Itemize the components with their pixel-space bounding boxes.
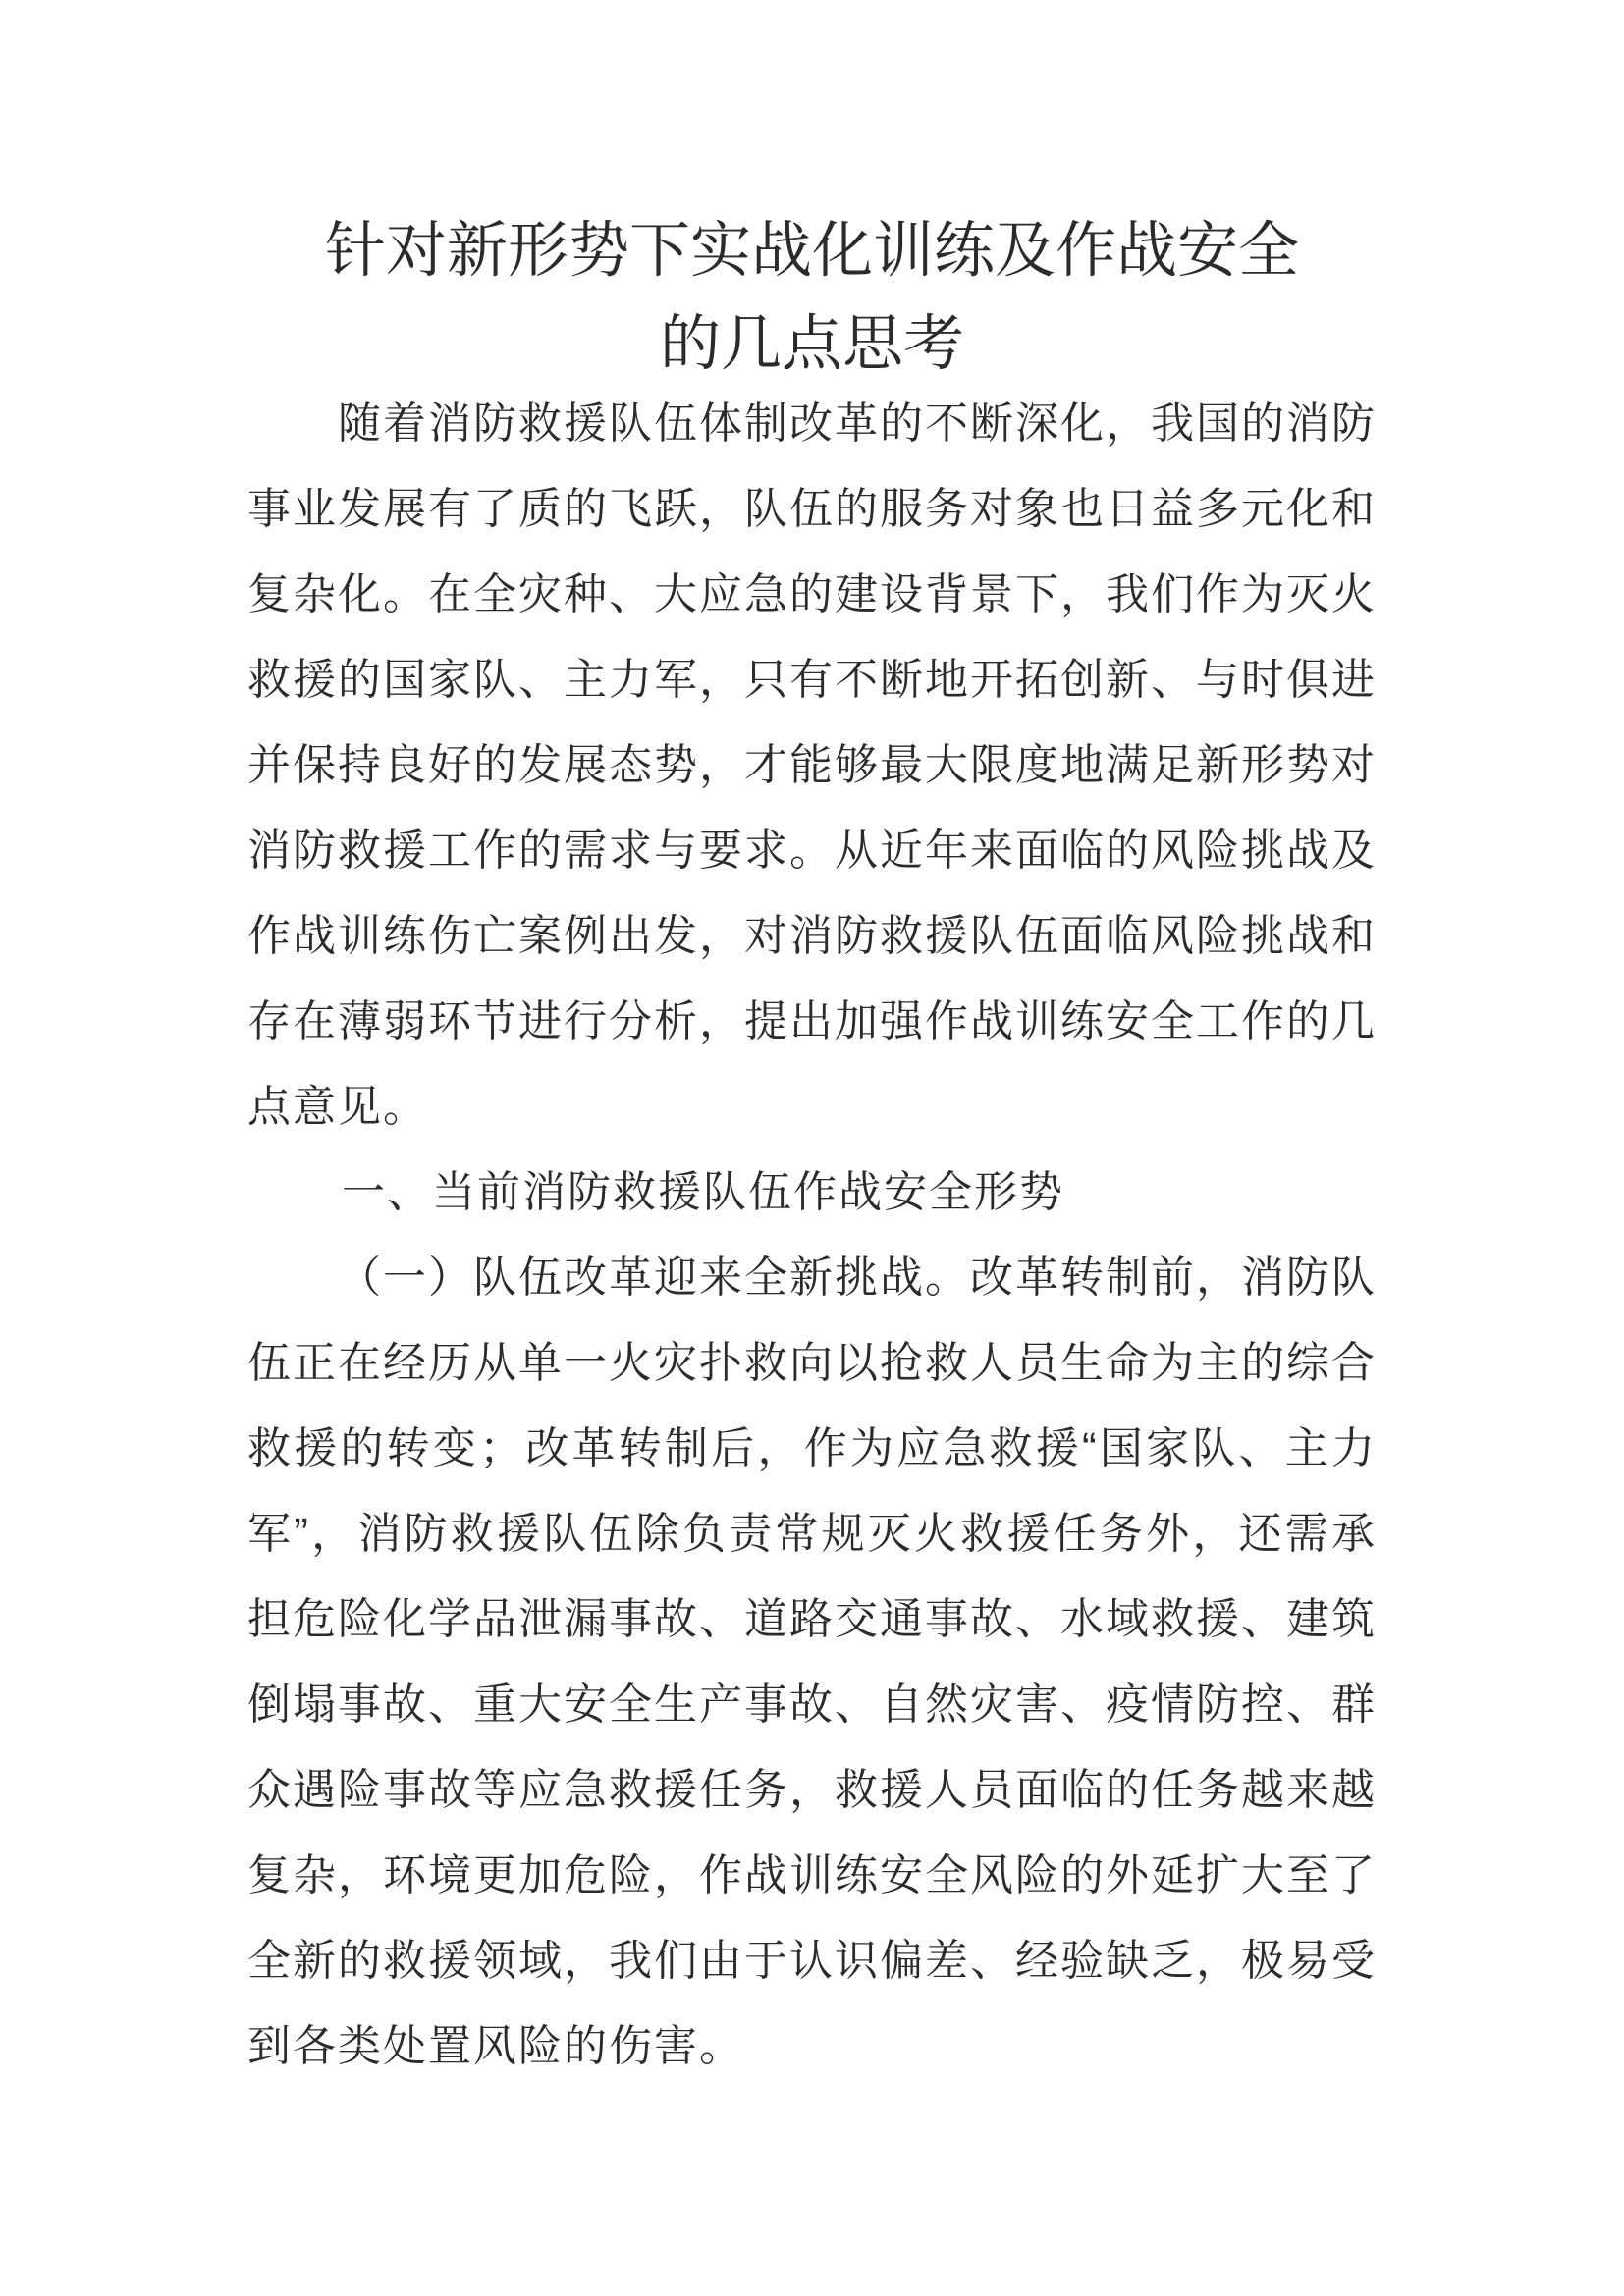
- intro-paragraph-line: 存在薄弱环节进行分析，提出加强作战训练安全工作的几: [247, 997, 1377, 1045]
- document-title: [0, 204, 1624, 391]
- section1-paragraph-line: 倒塌事故、重大安全生产事故、自然灾害、疫情防控、群: [247, 1681, 1377, 1729]
- section1-paragraph-line: 全新的救援领域，我们由于认识偏差、经验缺乏，极易受: [247, 1937, 1377, 1985]
- intro-paragraph-line: 复杂化。在全灾种、大应急的建设背景下，我们作为灭火: [247, 570, 1377, 618]
- section-heading: 一、当前消防救援队伍作战安全形势: [342, 1168, 1064, 1216]
- intro-paragraph-line: 点意见。: [247, 1083, 428, 1131]
- intro-paragraph-line: 随着消防救援队伍体制改革的不断深化，我国的消防: [338, 400, 1377, 448]
- document-body: [247, 381, 1377, 2089]
- section1-paragraph-line: 伍正在经历从单一火灾扑救向以抢救人员生命为主的综合: [247, 1339, 1377, 1387]
- intro-paragraph-line: 救援的国家队、主力军，只有不断地开拓创新、与时俱进: [247, 656, 1377, 704]
- intro-paragraph-line: 事业发展有了质的飞跃，队伍的服务对象也日益多元化和: [247, 485, 1377, 533]
- section1-paragraph-line: 担危险化学品泄漏事故、道路交通事故、水域救援、建筑: [247, 1595, 1377, 1643]
- intro-paragraph-line: 消防救援工作的需求与要求。从近年来面临的风险挑战及: [247, 827, 1377, 875]
- section1-paragraph-line: （一）队伍改革迎来全新挑战。改革转制前，消防队: [338, 1254, 1377, 1302]
- document-title-line-2: 的几点思考: [659, 310, 964, 378]
- section1-paragraph-line: 到各类处置风险的伤害。: [247, 2022, 744, 2070]
- section1-paragraph-line: 众遇险事故等应急救援任务，救援人员面临的任务越来越: [247, 1766, 1377, 1814]
- section1-paragraph-line: 军”，消防救援队伍除负责常规灭火救援任务外，还需承: [247, 1510, 1377, 1558]
- section1-paragraph-line: 复杂，环境更加危险，作战训练安全风险的外延扩大至了: [247, 1851, 1377, 1899]
- section1-paragraph-line: 救援的转变；改革转制后，作为应急救援“国家队、主力: [247, 1424, 1377, 1472]
- intro-paragraph-line: 作战训练伤亡案例出发，对消防救援队伍面临风险挑战和: [247, 912, 1377, 960]
- document-title-line-1: 针对新形势下实战化训练及作战安全: [324, 217, 1299, 285]
- intro-paragraph-line: 并保持良好的发展态势，才能够最大限度地满足新形势对: [247, 741, 1377, 789]
